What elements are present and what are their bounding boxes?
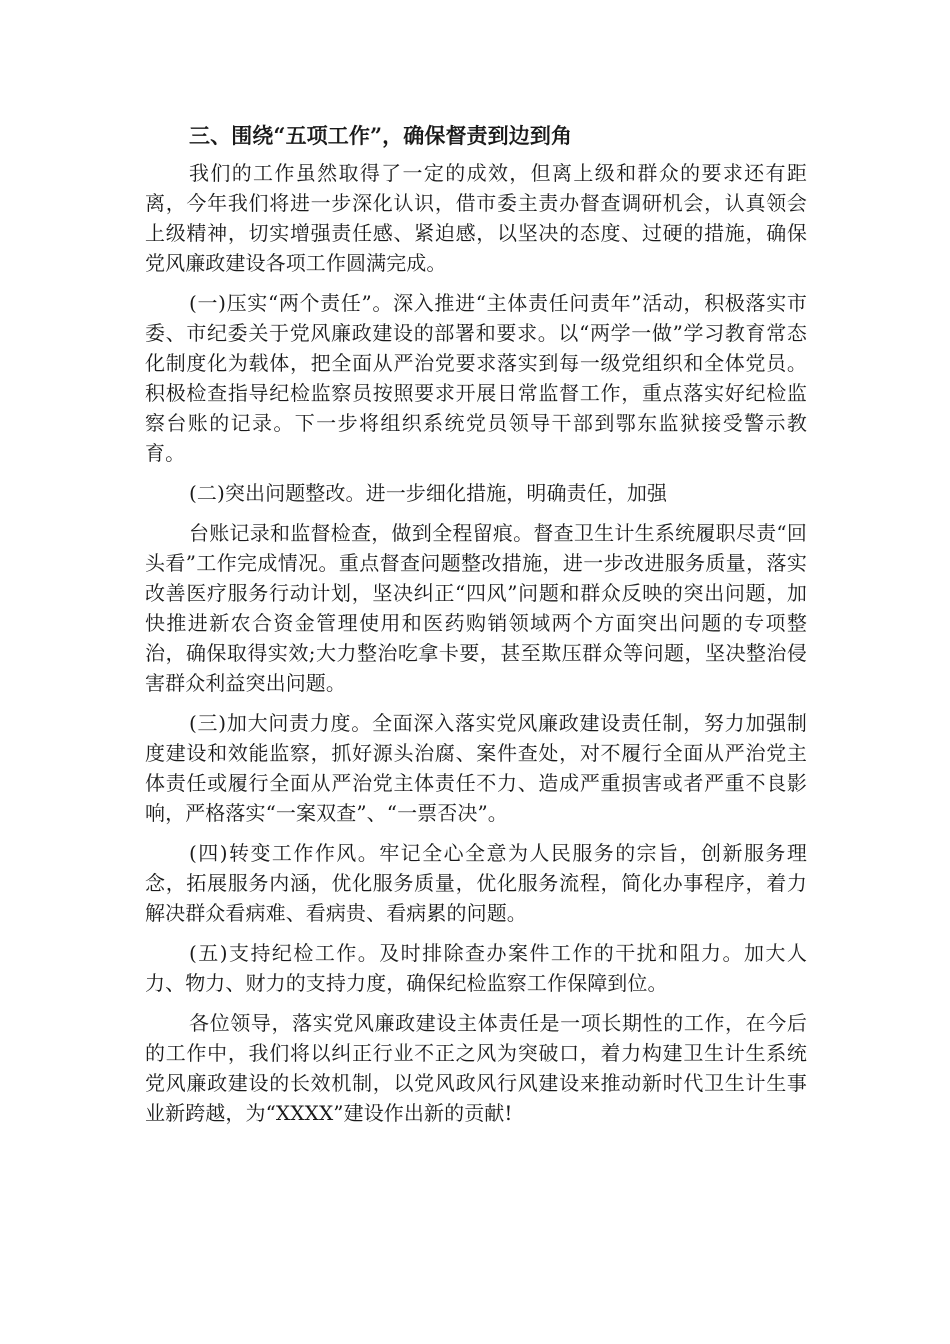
paragraph-item-3: (三)加大问责力度。全面深入落实党风廉政建设责任制，努力加强制度建设和效能监察，抓好源头治腐、案件查处，对不履行全面从严治党主体责任或履行全面从严治党主体责任不力、造成严重损害或者严重不良影响，严格落实“一案双查”、“一票否决”。 — [145, 711, 807, 825]
paragraph-item-1: (一)压实“两个责任”。深入推进“主体责任问责年”活动，积极落实市委、市纪委关于党风廉政建设的部署和要求。以“两学一做”学习教育常态化制度化为载体，把全面从严治党要求落实到每一级党组织和全体党员。积极检查指导纪检监察员按照要求开展日常监督工作，重点落实好纪检监察台账的记录。下一步将组织系统党员领导干部到鄂东监狱接受警示教育。 — [145, 291, 807, 465]
paragraph-item-2-start: (二)突出问题整改。进一步细化措施，明确责任，加强 — [189, 481, 668, 505]
paragraph-item-2-continued: 台账记录和监督检查，做到全程留痕。督查卫生计生系统履职尽责“回头看”工作完成情况。重点督查问题整改措施，进一步改进服务质量，落实改善医疗服务行动计划，坚决纠正“四风”问题和群众反映的突出问题，加快推进新农合资金管理使用和医药购销领域两个方面突出问题的专项整治，确保取得实效;大力整治吃拿卡要，甚至欺压群众等问题，坚决整治侵害群众利益突出问题。 — [145, 521, 807, 695]
paragraph-closing: 各位领导，落实党风廉政建设主体责任是一项长期性的工作，在今后的工作中，我们将以纠正行业不正之风为突破口，着力构建卫生计生系统党风廉政建设的长效机制，以党风政风行风建设来推动新时代卫生计生事业新跨越，为“XXXX”建设作出新的贡献! — [145, 1011, 807, 1125]
paragraph-item-5: (五)支持纪检工作。及时排除查办案件工作的干扰和阻力。加大人力、物力、财力的支持力度，确保纪检监察工作保障到位。 — [145, 941, 807, 995]
paragraph-intro: 我们的工作虽然取得了一定的成效，但离上级和群众的要求还有距离，今年我们将进一步深化认识，借市委主责办督查调研机会，认真领会上级精神，切实增强责任感、紧迫感，以坚决的态度、过硬的措施，确保党风廉政建设各项工作圆满完成。 — [145, 161, 807, 275]
document-body — [145, 118, 807, 1138]
paragraph-item-4: (四)转变工作作风。牢记全心全意为人民服务的宗旨，创新服务理念，拓展服务内涵，优化服务质量，优化服务流程，简化办事程序，着力解决群众看病难、看病贵、看病累的问题。 — [145, 841, 807, 925]
section-heading: 三、围绕“五项工作”，确保督责到边到角 — [189, 123, 573, 148]
